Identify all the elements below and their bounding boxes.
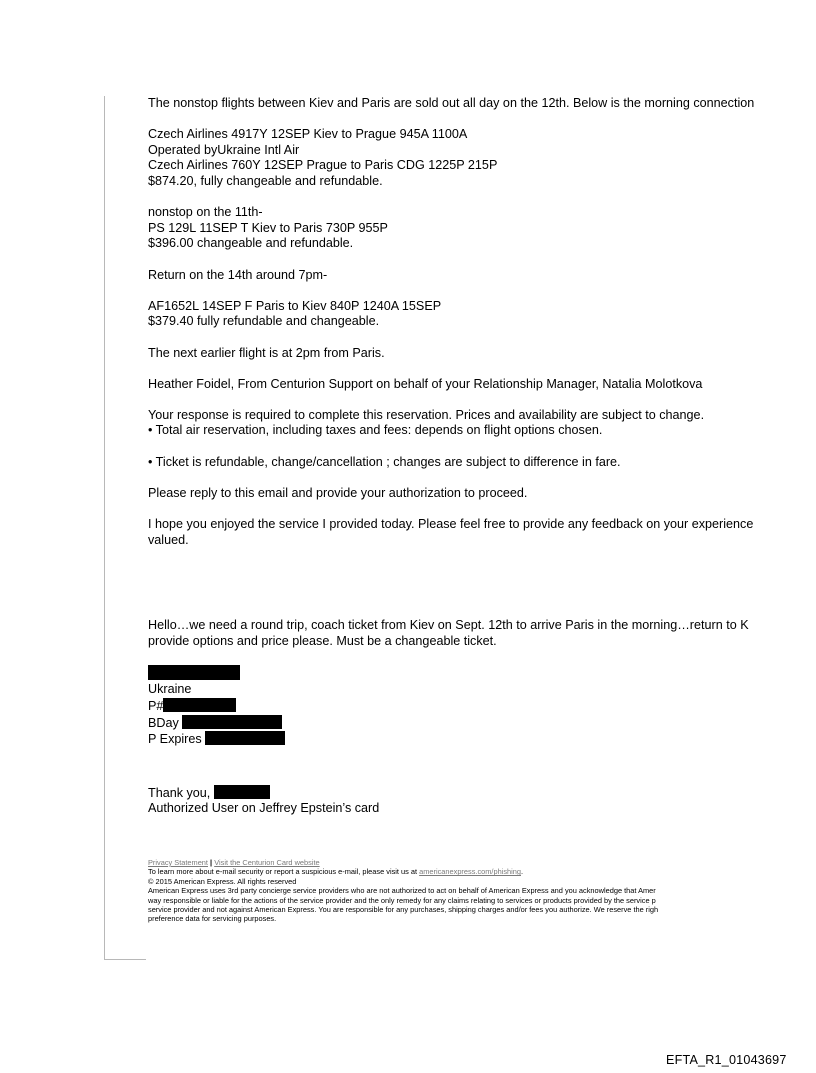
intro-line: The nonstop flights between Kiev and Paris are sold out all day on the 12th. Below is the morning connection [148, 96, 755, 110]
redaction-block [163, 698, 236, 712]
flight-line: Operated byUkraine Intl Air [148, 142, 300, 157]
feedback-line: I hope you enjoyed the service I provided today. Please feel free to provide any feedback on your experience [148, 517, 754, 532]
disclaimer-line: preference data for servicing purposes. [148, 914, 277, 924]
phishing-link[interactable]: americanexpress.com/phishing [419, 867, 521, 877]
bday-label: BDay [148, 715, 179, 730]
disclaimer-line: service provider and not against American Express. You are responsible for any purchases, shipping charges and/or fees you authorize. We reserve the righ [148, 905, 659, 914]
quote-border-left [104, 96, 105, 960]
request-line: provide options and price please. Must be a changeable ticket. [148, 633, 497, 648]
bullet-ticket-refundable: • Ticket is refundable, change/cancellation ; changes are subject to difference in fare. [148, 454, 621, 469]
request-line: Hello…we need a round trip, coach ticket from Kiev on Sept. 12th to arrive Paris in the morning…return to K [148, 618, 749, 633]
thanks-line [148, 785, 816, 802]
return-option [148, 299, 816, 330]
feedback-line: valued. [148, 532, 189, 547]
passport-line [148, 698, 816, 715]
disclaimer-line: way responsible or liable for the actions of the service provider and the only remedy for any claims relating to services or products provided by the service p [148, 895, 656, 905]
quote-border-bottom [104, 959, 146, 960]
passport-label: P# [148, 699, 164, 713]
security-text: To learn more about e-mail security or report a suspicious e-mail, please visit us at [148, 867, 418, 877]
authorized-user-line: Authorized User on Jeffrey Epstein’s card [148, 801, 380, 816]
redaction-block [148, 665, 240, 680]
redaction-block [205, 731, 285, 745]
country-line: Ukraine [148, 682, 192, 697]
next-flight-note: The next earlier flight is at 2pm from Paris. [148, 345, 385, 360]
flight-option-2 [148, 205, 816, 252]
email-body [148, 96, 816, 924]
email-footer [148, 858, 816, 924]
expires-line [148, 731, 816, 748]
redaction-block [182, 715, 282, 729]
bday-line [148, 715, 816, 732]
flight-line: Czech Airlines 4917Y 12SEP Kiev to Prague 945A 1100A [148, 127, 468, 142]
reply-request: Please reply to this email and provide your authorization to proceed. [148, 485, 528, 500]
thanks-label: Thank you, [148, 785, 211, 800]
footer-separator: | [210, 857, 213, 867]
price-line: $396.00 changeable and refundable. [148, 236, 354, 251]
redaction-block [214, 785, 270, 799]
return-header: Return on the 14th around 7pm- [148, 267, 328, 282]
flight-line: PS 129L 11SEP T Kiev to Paris 730P 955P [148, 220, 388, 235]
security-end: . [521, 867, 524, 877]
flight-line: AF1652L 14SEP F Paris to Kiev 840P 1240A 15SEP [148, 298, 442, 313]
price-line: $379.40 fully refundable and changeable. [148, 314, 380, 329]
flight-line: Czech Airlines 760Y 12SEP Prague to Paris CDG 1225P 215P [148, 158, 498, 173]
agent-signature: Heather Foidel, From Centurion Support on behalf of your Relationship Manager, Natalia Molotkova [148, 376, 703, 391]
flight-option-1 [148, 127, 816, 189]
security-line [148, 867, 816, 876]
privacy-statement-link[interactable]: Privacy Statement [148, 857, 208, 867]
traveler-details [148, 665, 816, 747]
bates-number: EFTA_R1_01043697 [666, 1053, 787, 1067]
expires-label: P Expires [148, 732, 202, 747]
copyright: © 2015 American Express. All rights reserved [148, 876, 297, 886]
disclaimer-line: American Express uses 3rd party concierge service providers who are not authorized to act on behalf of American Express and you acknowledge that Amer [148, 886, 656, 896]
bullet-total-air: • Total air reservation, including taxes and fees: depends on flight options chosen. [148, 423, 603, 438]
centurion-website-link[interactable]: Visit the Centurion Card website [214, 857, 320, 867]
footer-links [148, 858, 816, 867]
flight-line: nonstop on the 11th- [148, 205, 263, 220]
response-required: Your response is required to complete this reservation. Prices and availability are subject to change. [148, 407, 705, 422]
price-line: $874.20, fully changeable and refundable. [148, 173, 383, 188]
